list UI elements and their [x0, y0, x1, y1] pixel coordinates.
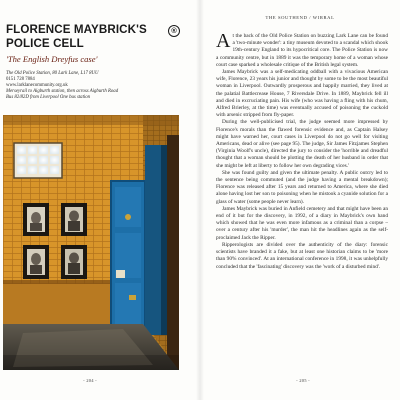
entry-number-badge: ®: [168, 25, 180, 37]
venue-address: The Old Police Station, 80 Lark Lane, L17 8UU: [6, 71, 99, 76]
transport-bus: Bus 82/82D from Liverpool One bus station: [6, 95, 91, 100]
drop-cap: A: [216, 33, 231, 52]
venue-info: [6, 71, 186, 101]
paragraph-1-text: t the back of the Old Police Station on buzzing Lark Lane can be found a 'two-minute wonder': a tiny museum devoted to a scandal which shook 19th-century England to its hypocritical core. The Police Station is now a community centre, but in 1889 it was the temporary home of a woman whose court case sparked a wholesale critique of the British legal system.: [216, 33, 388, 68]
paragraph-6: Ripperologists are divided over the authenticity of the diary: forensic scientists have branded it a fake, but at least one historian claims to be 'more than 90% convinced'. At an international conference in 1998, it was unhelpfully concluded that the 'fascinating' discovery was the 'work of a disturbed mind'.: [216, 241, 388, 270]
police-cell-photo: [3, 115, 179, 370]
paragraph-4: She was found guilty and given the ultimate penalty. A public outcry led to the sentence being commuted (and the judge having a mental breakdown); Florence was released after 15 years and returned to America, where she died alone having lost her son to poisoning when he mistook a cyanide solution for a glass of water (some people never learn).: [216, 169, 388, 205]
page-number-right: - 205 -: [296, 378, 310, 383]
page-number-left: - 204 -: [83, 378, 97, 383]
paragraph-3: During the well-publicised trial, the judge seemed more impressed by Florence's morals than the flawed forensic evidence and, as Captain Halsey might have warned her, court cases in Liverpool do not go well for visiting Americans, dead or alive (see page 95). The judge, Sir James Fitzjames Stephen (Virginia Woolf's uncle), directed the jury to consider the 'horrible and dreadful thought that a woman should be plotting the death of her husband in order that she might be left at liberty to follow her own degrading vices.': [216, 119, 388, 169]
transport-rail: Merseyrail to Aigburth station, then across Aigburth Road: [6, 89, 119, 94]
paragraph-5: James Maybrick was buried in Anfield cemetery and that might have been an end of it but for the discovery, in 1992, of a diary in Maybrick's own hand which showed that he was even more infamous as a criminal than a corpse – over a century after his 'murder', the man hit the headlines again as the self-proclaimed Jack the Ripper.: [216, 205, 388, 241]
article-body: [216, 33, 388, 375]
venue-website: www.larklanecommunity.org.uk: [6, 83, 68, 88]
paragraph-1: [216, 33, 388, 69]
page-subtitle: 'The English Dreyfus case': [6, 54, 98, 64]
paragraph-2: James Maybrick was a self-medicating oddball with a vivacious American wife, Florence, 23 years his junior and thought by some to be the most beautiful woman in Liverpool. Outwardly prosperous and happily married, they lived at the palatial Battlecrease House, 7 Riversdale Drive. In 1889, Maybrick fell ill and died in excruciating pain. His wife (who was having a fling with his chum, Alfred Brierley, at the time) was eventually accused of poisoning the cuckold with arsenic stripped from fly-paper.: [216, 69, 388, 119]
running-head: THE SOUTHEND / WIRRAL: [265, 15, 335, 20]
book-gutter: [196, 0, 204, 400]
page-title: FLORENCE MAYBRICK'S POLICE CELL: [6, 23, 147, 50]
venue-phone: 0151 728 7884: [6, 77, 35, 82]
